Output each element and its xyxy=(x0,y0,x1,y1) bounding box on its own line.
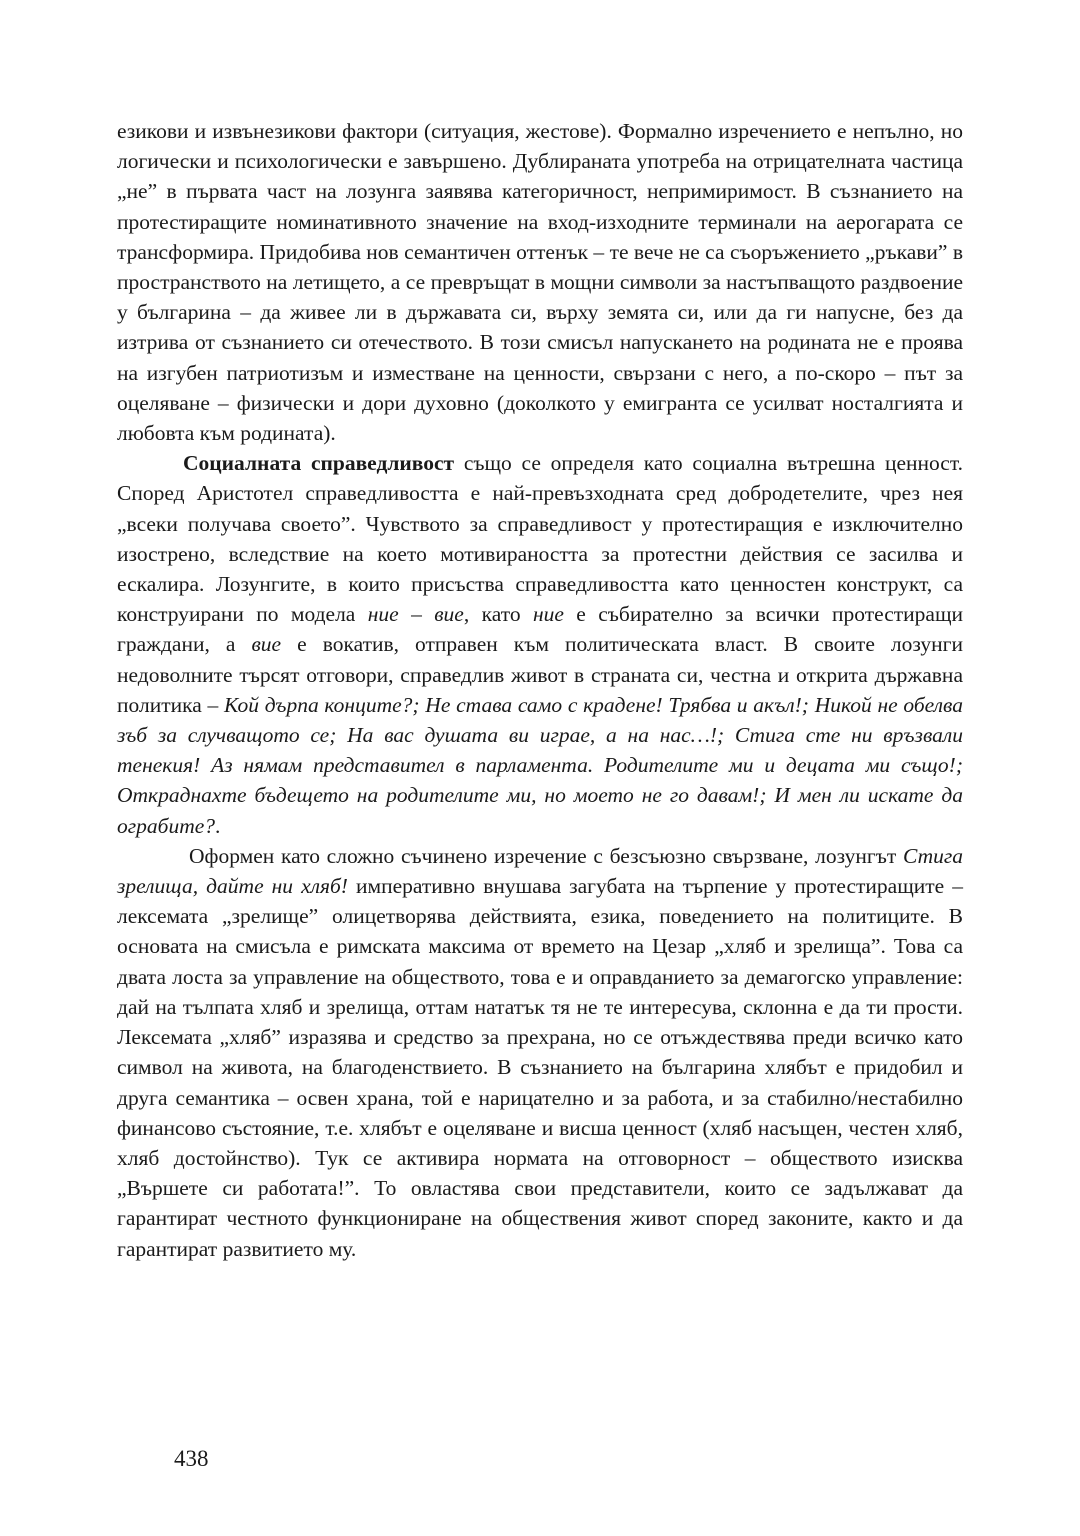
page-body xyxy=(117,116,963,1264)
paragraph-bread-and-circuses xyxy=(117,841,963,1264)
italic-term: ние xyxy=(532,602,564,627)
paragraph-social-justice xyxy=(117,448,963,841)
italic-slogan: Стига зрелища, дайте ни хляб! xyxy=(117,843,963,899)
paragraph-continuation xyxy=(117,116,963,448)
paragraph-text: , като xyxy=(463,602,533,627)
italic-term: вие xyxy=(251,632,282,657)
italic-slogans: Кой дърпа конците?; Не става само с крадене! Трябва и акъл!; Никой не обелва зъб за случващото се; На вас душата ви играе, а на нас…!; Стига сте ни връзвали тенекия! Аз нямам представител в парламента. Родителите ми и децата ми също!; Откраднахте бъдещето на родителите ми, но моето не го давам!; И мен ли искате да ограбите? xyxy=(117,692,963,838)
page-number: 438 xyxy=(174,1446,209,1471)
bold-term: Социалната справедливост xyxy=(183,451,455,476)
paragraph-text: е събирателно за всички протестиращи граждани, а xyxy=(117,602,963,657)
italic-term: ние – вие xyxy=(367,602,464,627)
paragraph-text: . xyxy=(215,813,221,838)
paragraph-text: Оформен като сложно съчинено изречение с безсъюзно свързване, лозунгът xyxy=(189,843,903,868)
paragraph-text: е вокатив, отправен към политическата власт. В своите лозунги недоволните търсят отговори, справедлив живот в страната си, честна и открита държавна политика – xyxy=(117,632,963,717)
paragraph-text: също се определя като социална вътрешна ценност. Според Аристотел справедливостта е най-превъзходната сред добродетелите, чрез нея „всеки получава своето”. Чувството за справедливост у протестиращия е изключително изострено, вследствие на което мотивираността за протестни действия се засилва и ескалира. Лозунгите, в които присъства справедливостта като ценностен конструкт, са конструирани по модела xyxy=(117,451,963,627)
paragraph-text: императивно внушава загубата на търпение у протестиращите – лексемата „зрелище” олицетворява действията, езика, поведението на политиците. В основата на смисъла е римската максима от времето на Цезар „хляб и зрелища”. Това са двата лоста за управление на обществото, това е и оправданието за демагогско управление: дай на тълпата хляб и зрелища, оттам нататък тя не те интересува, склонна е да ти прости. Лексемата „хляб” изразява и средство за прехрана, но се отъждествява преди всичко като символ на живота, на благоденствието. В съзнанието на българина хлябът е придобил и друга семантика – освен храна, той е нарицателно и за работа, и за стабилно/нестабилно финансово състояние, т.е. хлябът е оцеляване и висша ценност (хляб насъщен, честен хляб, хляб достойнство). Тук се активира нормата на отговорност – обществото изисква „Вършете си работата!”. То овластява свои представители, които се задължават да гарантират честното функциониране на обществения живот според законите, както и да гарантират развитието му. xyxy=(117,874,963,1261)
paragraph-text: езикови и извънезикови фактори (ситуация, жестове). Формално изречението е непълно, но логически и психологически е завършено. Дублираната употреба на отрицателната частица „не” в първата част на лозунга заявява категоричност, непримиримост. В съзнанието на протестиращите номинативното значение на вход-изходните терминали на аерогарата се трансформира. Придобива нов семантичен оттенък – те вече не са съоръжението „ръкави” в пространството на летището, а се превръщат в мощни символи за настъпващото раздвоение у българина – да живее ли в държавата си, върху земята си, или да ги напусне, без да изтрива от съзнанието си отечеството. В този смисъл напускането на родината не е проява на изгубен патриотизъм и изместване на ценности, свързани с него, а по-скоро – път за оцеляване – физически и дори духовно (доколкото у емигранта се усилват носталгията и любовта към родината). xyxy=(117,119,963,446)
